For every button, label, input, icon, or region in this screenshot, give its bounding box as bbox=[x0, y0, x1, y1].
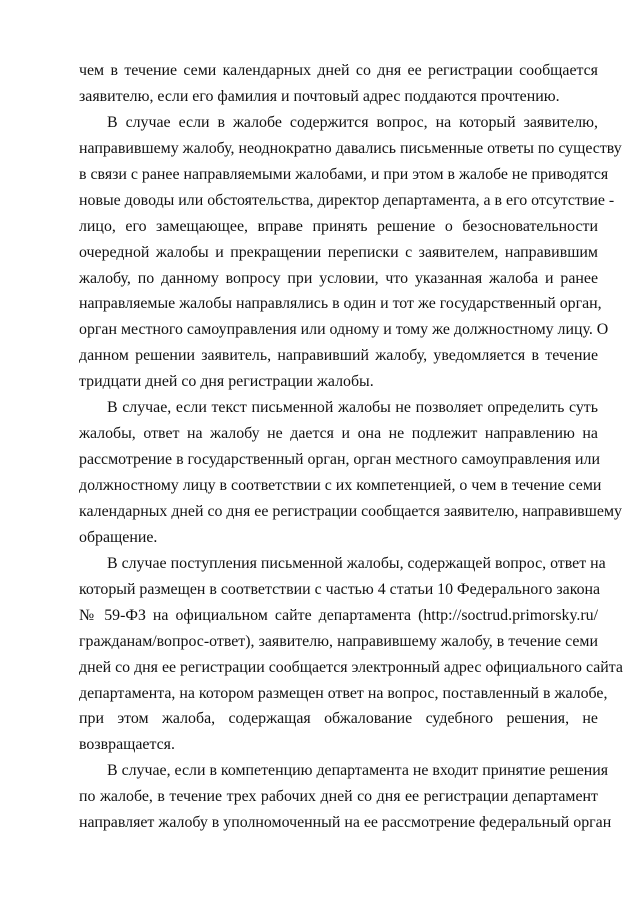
text-line: гражданам/вопрос-ответ), заявителю, направившему жалобу, в течение семи bbox=[79, 632, 598, 650]
text-line: чем в течение семи календарных дней со дня ее регистрации сообщается bbox=[79, 62, 598, 79]
text-line: при этом жалоба, содержащая обжалование судебного решения, не bbox=[79, 710, 598, 728]
text-line: возвращается. bbox=[79, 736, 175, 754]
paragraph-1 bbox=[79, 58, 598, 110]
document-body bbox=[79, 58, 623, 836]
paragraph-3 bbox=[79, 395, 622, 551]
text-line: тридцати дней со дня регистрации жалобы. bbox=[79, 373, 374, 391]
text-line: направляемые жалобы направлялись в один и тот же государственный орган, bbox=[79, 295, 602, 313]
text-line: по жалобе, в течение трех рабочих дней со дня ее регистрации департамент bbox=[79, 788, 598, 806]
text-line: № 59-ФЗ на официальном сайте департамента (http://soctrud.primorsky.ru/ bbox=[79, 606, 598, 624]
paragraph-5 bbox=[79, 758, 612, 836]
text-line: календарных дней со дня ее регистрации сообщается заявителю, направившему bbox=[79, 502, 622, 520]
text-line: направившему жалобу, неоднократно давались письменные ответы по существу bbox=[79, 139, 622, 157]
text-line: новые доводы или обстоятельства, директор департамента, а в его отсутствие - bbox=[79, 191, 615, 209]
text-line: лицо, его замещающее, вправе принять решение о безосновательности bbox=[79, 217, 598, 235]
text-line: направляет жалобу в уполномоченный на ее рассмотрение федеральный орган bbox=[79, 814, 612, 832]
text-line: В случае если в жалобе содержится вопрос, на который заявителю, bbox=[107, 113, 598, 131]
text-line: жалобу, по данному вопросу при условии, что указанная жалоба и ранее bbox=[79, 269, 598, 287]
text-line: департамента, на котором размещен ответ на вопрос, поставленный в жалобе, bbox=[79, 684, 608, 702]
text-line: В случае поступления письменной жалобы, содержащей вопрос, ответ на bbox=[107, 554, 606, 572]
text-line: данном решении заявитель, направивший жалобу, уведомляется в течение bbox=[79, 347, 598, 365]
text-line: жалобы, ответ на жалобу не дается и она не подлежит направлению на bbox=[79, 425, 598, 443]
text-line: обращение. bbox=[79, 528, 158, 546]
text-line: заявителю, если его фамилия и почтовый адрес поддаются прочтению. bbox=[79, 87, 560, 105]
paragraph-4 bbox=[79, 551, 623, 759]
text-line: дней со дня ее регистрации сообщается электронный адрес официального сайта bbox=[79, 658, 623, 676]
text-line: рассмотрение в государственный орган, орган местного самоуправления или bbox=[79, 451, 600, 469]
text-line: в связи с ранее направляемыми жалобами, и при этом в жалобе не приводятся bbox=[79, 165, 609, 183]
text-line: который размещен в соответствии с частью 4 статьи 10 Федерального закона bbox=[79, 580, 601, 598]
text-line: должностному лицу в соответствии с их компетенцией, о чем в течение семи bbox=[79, 477, 602, 494]
text-line: В случае, если текст письменной жалобы не позволяет определить суть bbox=[107, 399, 598, 417]
paragraph-2 bbox=[79, 110, 622, 395]
text-line: очередной жалобы и прекращении переписки с заявителем, направившим bbox=[79, 243, 598, 261]
text-line: В случае, если в компетенцию департамента не входит принятие решения bbox=[107, 762, 609, 780]
text-line: орган местного самоуправления или одному и тому же должностному лицу. О bbox=[79, 321, 609, 339]
